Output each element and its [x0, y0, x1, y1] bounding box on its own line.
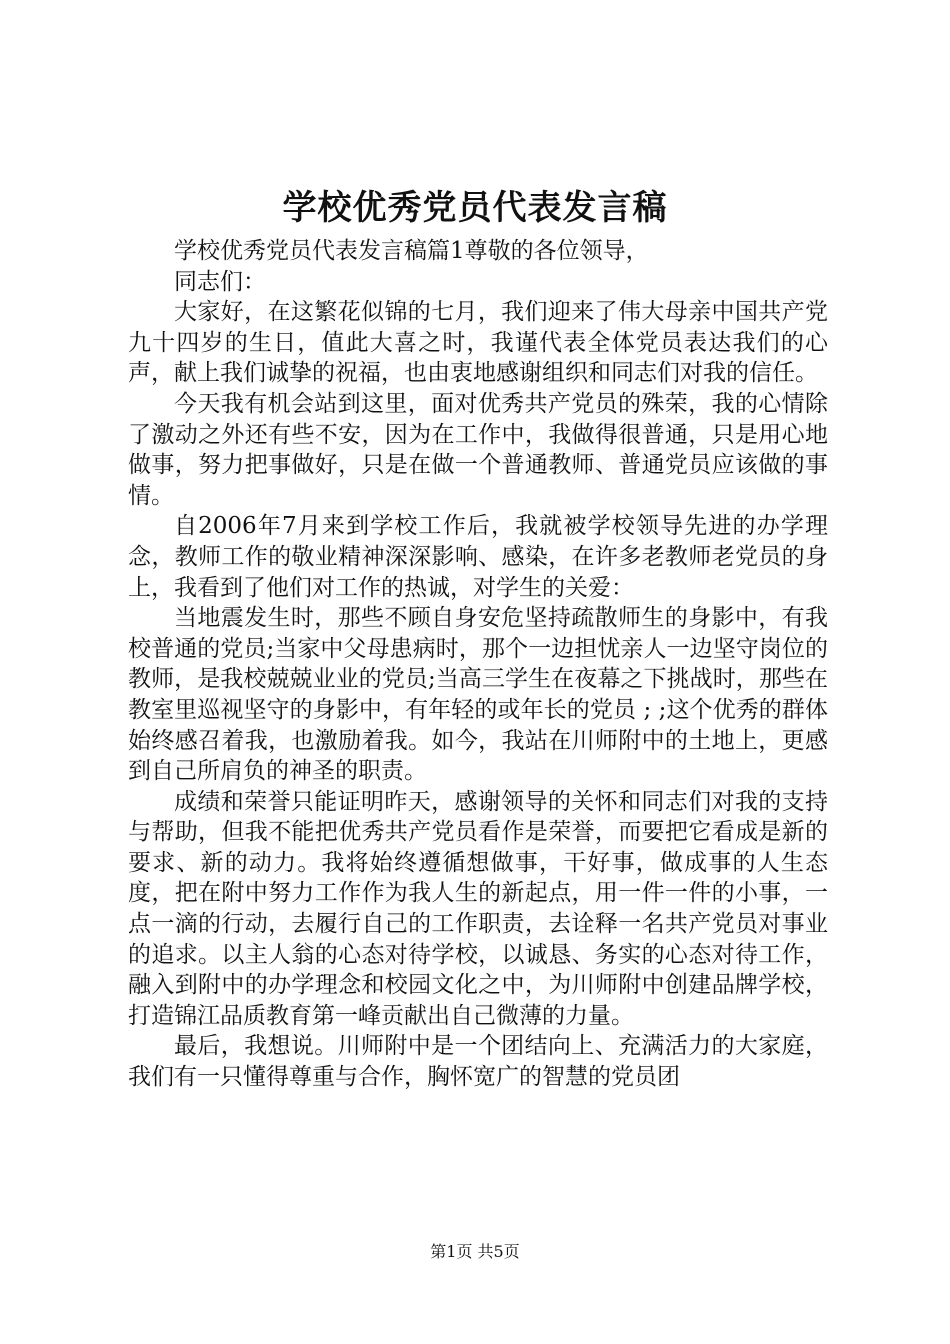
paragraph-intro: 学校优秀党员代表发言稿篇1尊敬的各位领导， [174, 238, 649, 264]
page-number-footer: 第1页 共5页 [430, 1242, 520, 1261]
document-title: 学校优秀党员代表发言稿 [282, 188, 668, 228]
paragraph: 自2006年7月来到学校工作后，我就被学校领导先进的办学理念，教师工作的敬业精神深深影响、感染，在许多老教师老党员的身上，我看到了他们对工作的热诚，对学生的关爱： [128, 513, 828, 601]
paragraph: 大家好，在这繁花似锦的七月，我们迎来了伟大母亲中国共产党九十四岁的生日，值此大喜之时，我谨代表全体党员表达我们的心声，献上我们诚挚的祝福，也由衷地感谢组织和同志们对我的信任。 [128, 299, 828, 387]
paragraph: 今天我有机会站到这里，面对优秀共产党员的殊荣，我的心情除了激动之外还有些不安，因为在工作中，我做得很普通，只是用心地做事，努力把事做好，只是在做一个普通教师、普通党员应该做的事情。 [128, 390, 828, 509]
document-body [128, 236, 828, 1093]
paragraph: 成绩和荣誉只能证明昨天，感谢领导的关怀和同志们对我的支持与帮助，但我不能把优秀共产党员看作是荣誉，而要把它看成是新的要求、新的动力。我将始终遵循想做事，干好事，做成事的人生态度，把在附中努力工作作为我人生的新起点，用一件一件的小事，一点一滴的行动，去履行自己的工作职责，去诠释一名共产党员对事业的追求。以主人翁的心态对待学校，以诚恳、务实的心态对待工作，融入到附中的办学理念和校园文化之中，为川师附中创建品牌学校，打造锦江品质教育第一峰贡献出自己微薄的力量。 [128, 788, 828, 1029]
paragraph: 最后，我想说。川师附中是一个团结向上、充满活力的大家庭，我们有一只懂得尊重与合作，胸怀宽广的智慧的党员团 [128, 1033, 828, 1091]
paragraph: 当地震发生时，那些不顾自身安危坚持疏散师生的身影中，有我校普通的党员;当家中父母患病时，那个一边担忧亲人一边坚守岗位的教师，是我校兢兢业业的党员;当高三学生在夜幕之下挑战时，那些在教室里巡视坚守的身影中，有年轻的或年长的党员 ; ;这个优秀的群体始终感召着我，也激励着我。如今，我站在川师附中的土地上，更感到自己所肩负的神圣的职责。 [128, 605, 828, 785]
paragraph-greeting: 同志们： [174, 268, 266, 295]
